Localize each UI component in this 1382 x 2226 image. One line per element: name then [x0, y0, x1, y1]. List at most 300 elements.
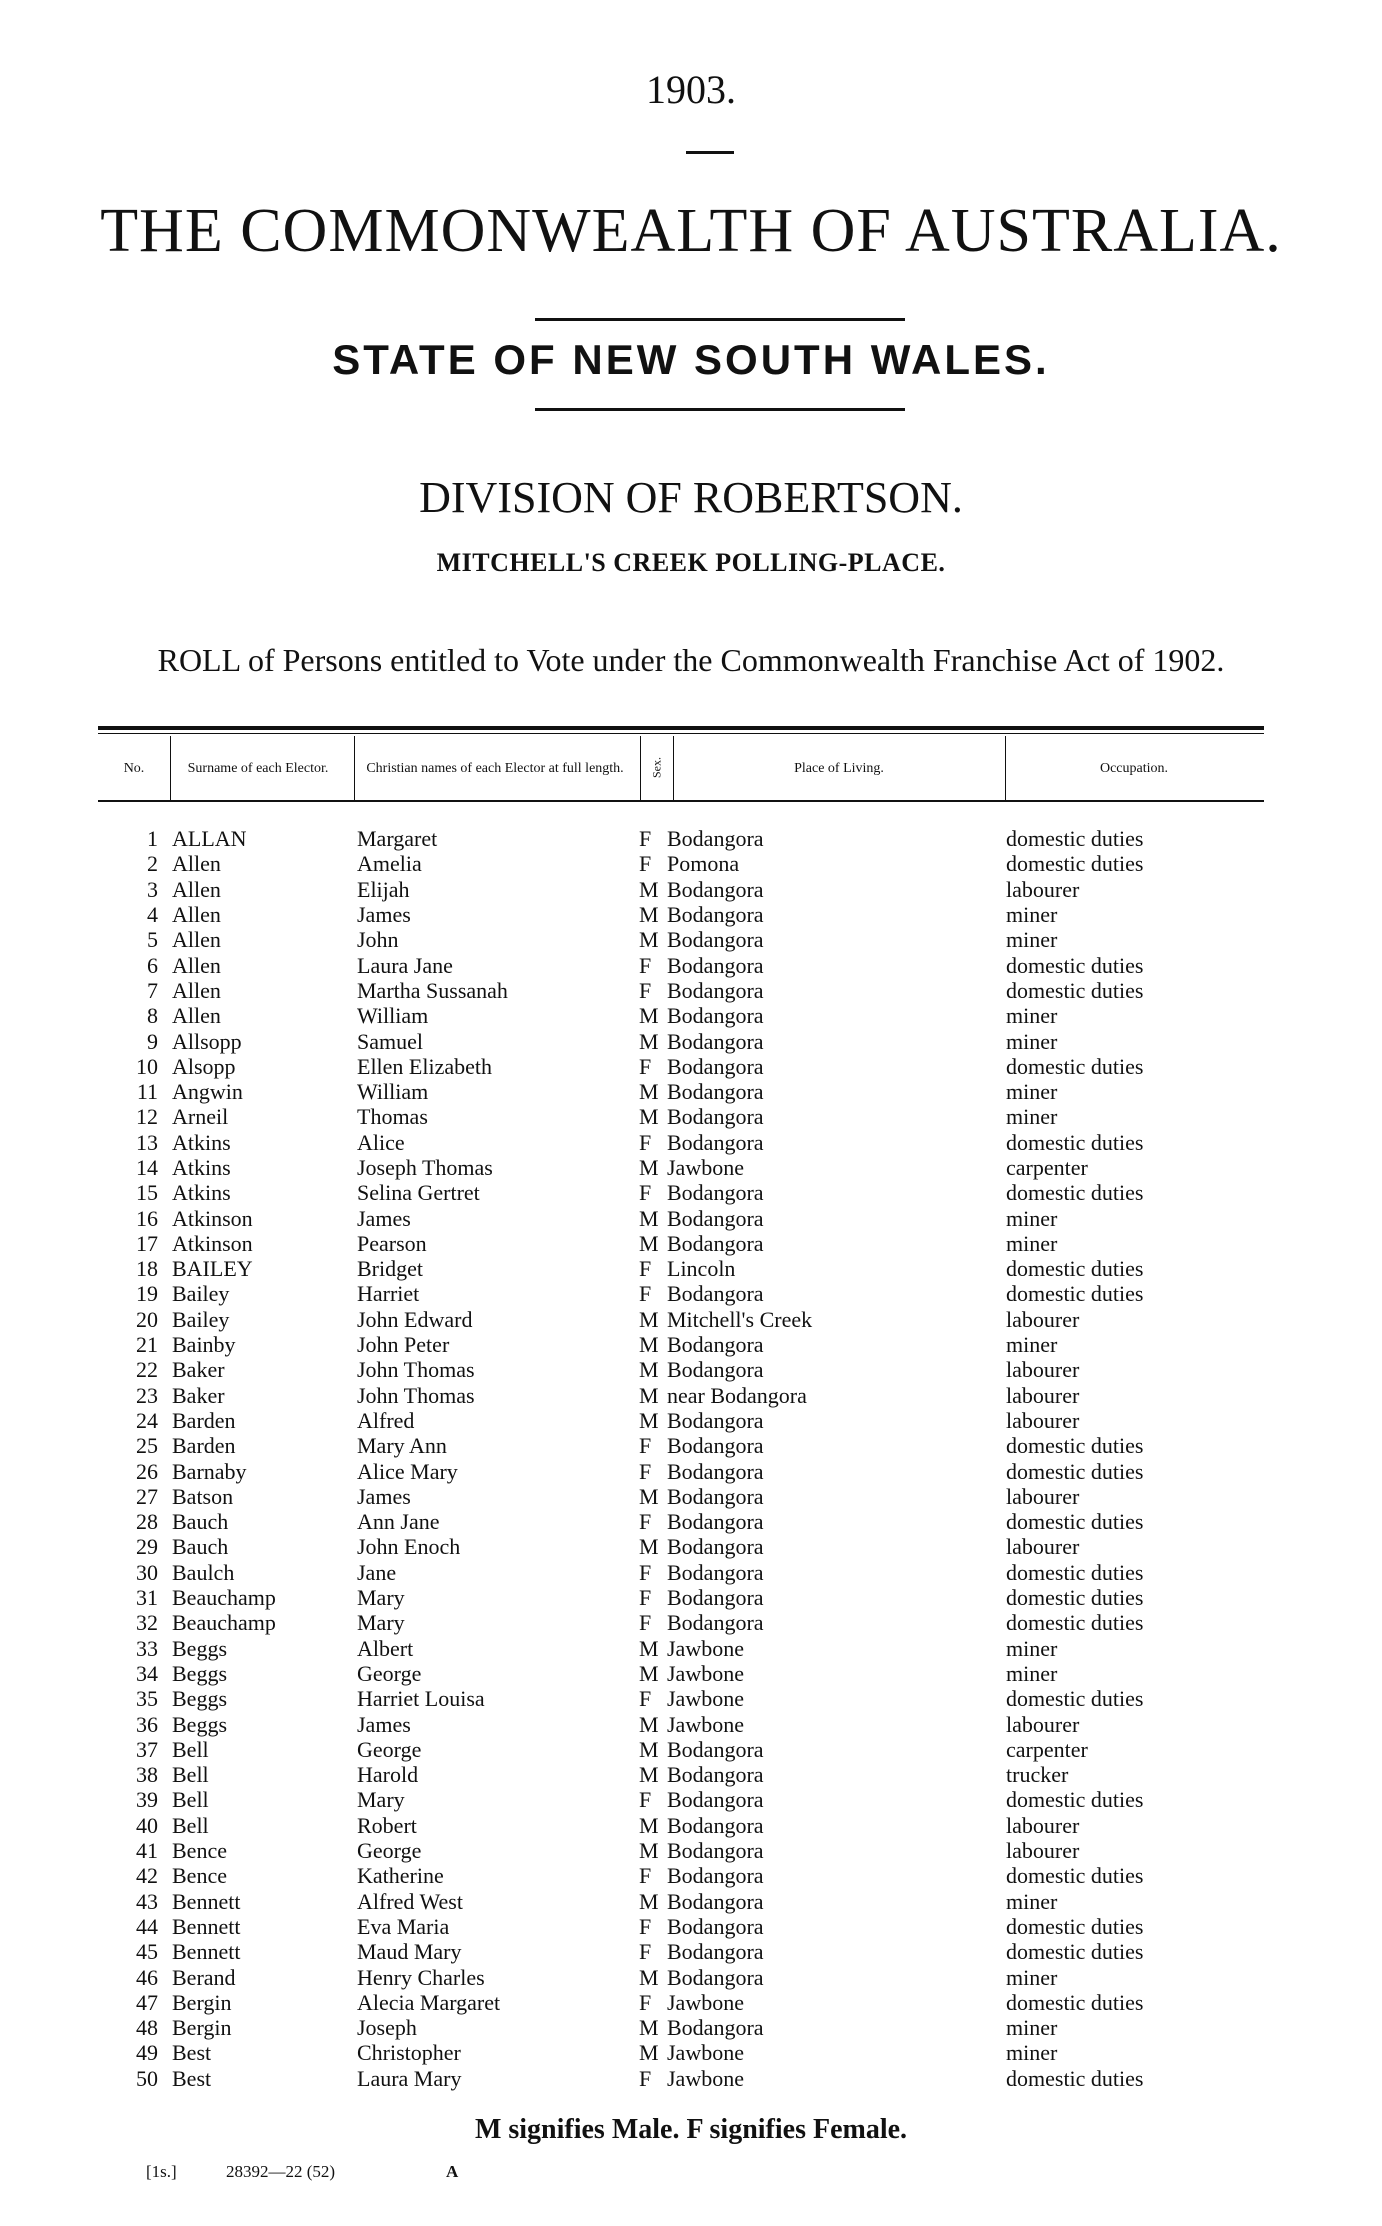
entry-place-of-living: Bodangora	[667, 1534, 764, 1560]
entry-christian-names: Mary	[357, 1585, 405, 1611]
entry-surname: Allen	[172, 876, 221, 902]
entry-number: 20	[136, 1306, 158, 1332]
entry-occupation: miner	[1006, 902, 1058, 928]
sheet-letter: A	[446, 2162, 459, 2181]
table-row	[98, 1838, 1268, 1863]
entry-sex: F	[639, 977, 652, 1003]
table-row	[98, 1585, 1268, 1610]
entry-christian-names: Ellen Elizabeth	[357, 1053, 492, 1079]
entry-number: 49	[136, 2040, 158, 2066]
entry-place-of-living: near Bodangora	[667, 1382, 807, 1408]
entry-occupation: domestic duties	[1006, 1458, 1144, 1484]
entry-place-of-living: Bodangora	[667, 1736, 764, 1762]
entry-number: 43	[136, 1888, 158, 1914]
entry-place-of-living: Bodangora	[667, 1205, 764, 1231]
entry-sex: M	[639, 1888, 659, 1914]
entry-sex: M	[639, 876, 659, 902]
entry-sex: M	[639, 1003, 659, 1029]
entry-number: 29	[136, 1534, 158, 1560]
entry-place-of-living: Bodangora	[667, 927, 764, 953]
entry-number: 10	[136, 1053, 158, 1079]
entry-sex: M	[639, 1332, 659, 1358]
entry-surname: Baker	[172, 1382, 225, 1408]
entry-surname: Beggs	[172, 1660, 227, 1686]
entry-occupation: domestic duties	[1006, 1787, 1144, 1813]
entry-sex: F	[639, 1913, 652, 1939]
entry-occupation: miner	[1006, 1964, 1058, 1990]
table-row	[98, 1661, 1268, 1686]
entry-occupation: labourer	[1006, 1407, 1080, 1433]
entry-surname: Beauchamp	[172, 1585, 276, 1611]
entry-place-of-living: Bodangora	[667, 2015, 764, 2041]
entry-number: 39	[136, 1787, 158, 1813]
entry-number: 34	[136, 1660, 158, 1686]
entry-place-of-living: Bodangora	[667, 1559, 764, 1585]
entry-surname: Barnaby	[172, 1458, 247, 1484]
entry-occupation: domestic duties	[1006, 826, 1144, 852]
entry-place-of-living: Jawbone	[667, 1989, 744, 2015]
entry-place-of-living: Bodangora	[667, 1787, 764, 1813]
entry-occupation: labourer	[1006, 876, 1080, 902]
header-occupation: Occupation.	[1099, 760, 1169, 776]
entry-sex: M	[639, 2040, 659, 2066]
entry-number: 21	[136, 1332, 158, 1358]
entry-number: 25	[136, 1433, 158, 1459]
entry-occupation: domestic duties	[1006, 1129, 1144, 1155]
entry-place-of-living: Bodangora	[667, 1028, 764, 1054]
entry-sex: F	[639, 1559, 652, 1585]
header-christian-names: Christian names of each Elector at full length.	[366, 760, 624, 776]
entry-christian-names: Mary	[357, 1787, 405, 1813]
entry-occupation: carpenter	[1006, 1736, 1088, 1762]
entry-surname: Best	[172, 2040, 212, 2066]
entry-occupation: miner	[1006, 1205, 1058, 1231]
entry-surname: Beggs	[172, 1686, 227, 1712]
entry-christian-names: Amelia	[357, 851, 422, 877]
table-top-thin-rule	[98, 733, 1264, 734]
table-row	[98, 1484, 1268, 1509]
entry-number: 35	[136, 1686, 158, 1712]
entry-number: 44	[136, 1913, 158, 1939]
header-place-of-living: Place of Living.	[794, 760, 884, 776]
printer-code: [1s.]	[146, 2162, 177, 2181]
entry-sex: F	[639, 952, 652, 978]
entry-occupation: domestic duties	[1006, 977, 1144, 1003]
entry-surname: Bell	[172, 1762, 209, 1788]
entry-christian-names: Alfred West	[357, 1888, 463, 1914]
entry-occupation: miner	[1006, 1332, 1058, 1358]
entry-place-of-living: Bodangora	[667, 1762, 764, 1788]
entry-number: 7	[147, 977, 158, 1003]
entry-occupation: labourer	[1006, 1812, 1080, 1838]
entry-christian-names: Margaret	[357, 826, 438, 852]
entry-place-of-living: Bodangora	[667, 1458, 764, 1484]
entry-surname: Allsopp	[172, 1028, 242, 1054]
entry-christian-names: William	[357, 1003, 429, 1029]
entry-number: 24	[136, 1407, 158, 1433]
entry-number: 23	[136, 1382, 158, 1408]
entry-number: 9	[147, 1028, 158, 1054]
entry-occupation: domestic duties	[1006, 2065, 1144, 2091]
entry-sex: M	[639, 1230, 659, 1256]
entry-christian-names: Mary	[357, 1610, 405, 1636]
entry-christian-names: Eva Maria	[357, 1913, 450, 1939]
entry-sex: F	[639, 851, 652, 877]
entry-place-of-living: Bodangora	[667, 1230, 764, 1256]
entry-number: 42	[136, 1863, 158, 1889]
entry-sex: M	[639, 1711, 659, 1737]
entry-occupation: labourer	[1006, 1534, 1080, 1560]
entry-occupation: domestic duties	[1006, 1989, 1144, 2015]
entry-surname: Beggs	[172, 1635, 227, 1661]
document-year: 1903.	[646, 67, 736, 112]
entry-place-of-living: Bodangora	[667, 1483, 764, 1509]
entry-surname: Baker	[172, 1357, 225, 1383]
table-row	[98, 1054, 1268, 1079]
entry-sex: M	[639, 1306, 659, 1332]
entry-place-of-living: Bodangora	[667, 1509, 764, 1535]
header-surname: Surname of each Elector.	[187, 760, 329, 776]
entry-place-of-living: Bodangora	[667, 1053, 764, 1079]
entry-occupation: trucker	[1006, 1762, 1069, 1788]
entry-place-of-living: Bodangora	[667, 1281, 764, 1307]
entry-surname: Alsopp	[172, 1053, 236, 1079]
entry-surname: Bergin	[172, 2015, 232, 2041]
table-row	[98, 1383, 1268, 1408]
entry-christian-names: Ann Jane	[357, 1509, 440, 1535]
entry-sex: M	[639, 1483, 659, 1509]
entry-place-of-living: Jawbone	[667, 1635, 744, 1661]
table-row	[98, 1939, 1268, 1964]
entry-surname: Barden	[172, 1407, 236, 1433]
entry-surname: Allen	[172, 902, 221, 928]
entry-number: 33	[136, 1635, 158, 1661]
entry-surname: Allen	[172, 952, 221, 978]
entry-christian-names: Joseph	[357, 2015, 417, 2041]
entry-occupation: domestic duties	[1006, 1509, 1144, 1535]
entry-surname: Bence	[172, 1863, 227, 1889]
entry-occupation: miner	[1006, 1635, 1058, 1661]
entry-number: 6	[147, 952, 158, 978]
entry-occupation: labourer	[1006, 1838, 1080, 1864]
entry-number: 38	[136, 1762, 158, 1788]
entry-occupation: labourer	[1006, 1711, 1080, 1737]
entry-surname: Atkins	[172, 1180, 231, 1206]
entry-number: 13	[136, 1129, 158, 1155]
table-row	[98, 1130, 1268, 1155]
entry-place-of-living: Bodangora	[667, 1863, 764, 1889]
table-row	[98, 2015, 1268, 2040]
entry-occupation: domestic duties	[1006, 1180, 1144, 1206]
entry-sex: M	[639, 2015, 659, 2041]
entry-number: 50	[136, 2065, 158, 2091]
table-row	[98, 1813, 1268, 1838]
entry-surname: Bainby	[172, 1332, 236, 1358]
entry-number: 5	[147, 927, 158, 953]
table-row	[98, 1711, 1268, 1736]
entry-christian-names: Christopher	[357, 2040, 461, 2066]
entry-occupation: miner	[1006, 1230, 1058, 1256]
entry-occupation: miner	[1006, 1104, 1058, 1130]
entry-sex: M	[639, 1762, 659, 1788]
polling-place-heading: MITCHELL'S CREEK POLLING-PLACE.	[436, 548, 946, 577]
entry-number: 18	[136, 1256, 158, 1282]
division-heading: DIVISION OF ROBERTSON.	[419, 473, 963, 522]
entry-sex: M	[639, 927, 659, 953]
entry-christian-names: John Edward	[357, 1306, 473, 1332]
entry-number: 32	[136, 1610, 158, 1636]
entry-occupation: domestic duties	[1006, 1256, 1144, 1282]
table-row	[98, 1762, 1268, 1787]
entry-christian-names: John Peter	[357, 1332, 450, 1358]
electoral-roll-table	[98, 826, 1268, 2091]
entry-sex: F	[639, 1281, 652, 1307]
entry-occupation: labourer	[1006, 1357, 1080, 1383]
entry-sex: M	[639, 1736, 659, 1762]
entry-sex: M	[639, 1660, 659, 1686]
entry-number: 4	[147, 902, 158, 928]
entry-sex: F	[639, 1180, 652, 1206]
divider-rule	[686, 151, 734, 154]
entry-number: 40	[136, 1812, 158, 1838]
entry-place-of-living: Jawbone	[667, 1711, 744, 1737]
entry-number: 27	[136, 1483, 158, 1509]
entry-place-of-living: Bodangora	[667, 876, 764, 902]
table-row	[98, 1787, 1268, 1812]
entry-surname: ALLAN	[172, 826, 247, 852]
entry-number: 17	[136, 1230, 158, 1256]
entry-christian-names: Robert	[357, 1812, 417, 1838]
entry-christian-names: James	[357, 1483, 411, 1509]
divider-rule	[535, 318, 905, 321]
entry-place-of-living: Bodangora	[667, 1610, 764, 1636]
entry-occupation: domestic duties	[1006, 1281, 1144, 1307]
entry-number: 41	[136, 1838, 158, 1864]
table-row	[98, 1028, 1268, 1053]
entry-sex: M	[639, 1205, 659, 1231]
entry-place-of-living: Jawbone	[667, 1660, 744, 1686]
entry-occupation: miner	[1006, 1079, 1058, 1105]
entry-surname: Bell	[172, 1812, 209, 1838]
entry-number: 37	[136, 1736, 158, 1762]
entry-sex: M	[639, 1534, 659, 1560]
entry-occupation: domestic duties	[1006, 1585, 1144, 1611]
entry-occupation: domestic duties	[1006, 1053, 1144, 1079]
entry-christian-names: Maud Mary	[357, 1939, 462, 1965]
entry-surname: Bailey	[172, 1281, 230, 1307]
entry-sex: F	[639, 1129, 652, 1155]
table-row	[98, 952, 1268, 977]
entry-number: 46	[136, 1964, 158, 1990]
entry-christian-names: Harriet Louisa	[357, 1686, 485, 1712]
entry-occupation: labourer	[1006, 1483, 1080, 1509]
entry-surname: Allen	[172, 977, 221, 1003]
divider-rule	[535, 408, 905, 411]
header-no: No.	[123, 760, 145, 776]
entry-number: 16	[136, 1205, 158, 1231]
entry-place-of-living: Jawbone	[667, 1686, 744, 1712]
entry-christian-names: Laura Mary	[357, 2065, 462, 2091]
entry-sex: F	[639, 1458, 652, 1484]
entry-sex: M	[639, 1382, 659, 1408]
entry-place-of-living: Bodangora	[667, 1079, 764, 1105]
table-row	[98, 1534, 1268, 1559]
state-heading: STATE OF NEW SOUTH WALES.	[332, 336, 1050, 383]
table-row	[98, 1610, 1268, 1635]
entry-occupation: domestic duties	[1006, 952, 1144, 978]
entry-place-of-living: Bodangora	[667, 1180, 764, 1206]
entry-occupation: miner	[1006, 1028, 1058, 1054]
entry-number: 12	[136, 1104, 158, 1130]
entry-sex: F	[639, 2065, 652, 2091]
table-row	[98, 1357, 1268, 1382]
table-row	[98, 1104, 1268, 1129]
entry-surname: Bergin	[172, 1989, 232, 2015]
entry-sex: M	[639, 1635, 659, 1661]
table-row	[98, 1433, 1268, 1458]
entry-christian-names: Alfred	[357, 1407, 415, 1433]
table-row	[98, 1863, 1268, 1888]
table-row	[98, 1914, 1268, 1939]
entry-sex: F	[639, 1863, 652, 1889]
entry-surname: Allen	[172, 851, 221, 877]
entry-sex: F	[639, 1509, 652, 1535]
entry-place-of-living: Bodangora	[667, 1888, 764, 1914]
entry-christian-names: John Thomas	[357, 1357, 475, 1383]
entry-number: 30	[136, 1559, 158, 1585]
entry-surname: Allen	[172, 927, 221, 953]
entry-number: 2	[147, 851, 158, 877]
entry-occupation: domestic duties	[1006, 1939, 1144, 1965]
entry-number: 31	[136, 1585, 158, 1611]
entry-place-of-living: Bodangora	[667, 952, 764, 978]
entry-christian-names: John Enoch	[357, 1534, 461, 1560]
table-row	[98, 851, 1268, 876]
document-title: THE COMMONWEALTH OF AUSTRALIA.	[100, 197, 1282, 265]
entry-christian-names: James	[357, 902, 411, 928]
entry-sex: M	[639, 1838, 659, 1864]
table-row	[98, 1888, 1268, 1913]
entry-christian-names: Joseph Thomas	[357, 1155, 493, 1180]
entry-surname: Atkinson	[172, 1230, 253, 1256]
entry-christian-names: Selina Gertret	[357, 1180, 480, 1206]
entry-number: 1	[147, 826, 158, 852]
table-row	[98, 1231, 1268, 1256]
table-row	[98, 2066, 1268, 2091]
entry-sex: F	[639, 1939, 652, 1965]
entry-number: 8	[147, 1003, 158, 1029]
entry-surname: Bennett	[172, 1913, 241, 1939]
entry-sex: M	[639, 1155, 659, 1180]
entry-surname: Berand	[172, 1964, 236, 1990]
entry-sex: F	[639, 1686, 652, 1712]
entry-place-of-living: Pomona	[667, 851, 740, 877]
table-row	[98, 1180, 1268, 1205]
entry-christian-names: Harriet	[357, 1281, 420, 1307]
table-row	[98, 1509, 1268, 1534]
entry-place-of-living: Bodangora	[667, 1838, 764, 1864]
entry-surname: Allen	[172, 1003, 221, 1029]
entry-christian-names: John Thomas	[357, 1382, 475, 1408]
entry-occupation: miner	[1006, 927, 1058, 953]
entry-surname: Atkins	[172, 1129, 231, 1155]
entry-number: 11	[136, 1079, 158, 1105]
table-row	[98, 1964, 1268, 1989]
entry-place-of-living: Lincoln	[667, 1256, 736, 1282]
entry-surname: Bennett	[172, 1939, 241, 1965]
entry-place-of-living: Bodangora	[667, 1003, 764, 1029]
entry-surname: Beggs	[172, 1711, 227, 1737]
table-row	[98, 1408, 1268, 1433]
table-header	[98, 738, 1262, 798]
table-row	[98, 978, 1268, 1003]
entry-place-of-living: Jawbone	[667, 2040, 744, 2066]
entry-number: 26	[136, 1458, 158, 1484]
entry-christian-names: George	[357, 1736, 422, 1762]
entry-christian-names: Mary Ann	[357, 1433, 447, 1459]
table-header-bottom-rule	[98, 800, 1264, 802]
table-row	[98, 1636, 1268, 1661]
entry-place-of-living: Jawbone	[667, 2065, 744, 2091]
table-row	[98, 1560, 1268, 1585]
entry-sex: F	[639, 1610, 652, 1636]
entry-christian-names: Samuel	[357, 1028, 423, 1054]
entry-surname: Batson	[172, 1483, 234, 1509]
entry-sex: M	[639, 1407, 659, 1433]
entry-surname: Arneil	[172, 1104, 229, 1130]
entry-place-of-living: Bodangora	[667, 1407, 764, 1433]
entry-surname: Bell	[172, 1787, 209, 1813]
entry-place-of-living: Jawbone	[667, 1155, 744, 1180]
entry-number: 47	[136, 1989, 158, 2015]
entry-place-of-living: Bodangora	[667, 1129, 764, 1155]
entry-sex: M	[639, 1964, 659, 1990]
entry-sex: M	[639, 902, 659, 928]
table-top-rule	[98, 726, 1264, 730]
entry-christian-names: John	[357, 927, 399, 953]
entry-place-of-living: Bodangora	[667, 1357, 764, 1383]
entry-christian-names: Albert	[357, 1635, 414, 1661]
entry-occupation: labourer	[1006, 1306, 1080, 1332]
table-row	[98, 1155, 1268, 1180]
entry-christian-names: Alecia Margaret	[357, 1989, 501, 2015]
entry-sex: M	[639, 1357, 659, 1383]
entry-number: 28	[136, 1509, 158, 1535]
entry-place-of-living: Bodangora	[667, 1104, 764, 1130]
entry-place-of-living: Bodangora	[667, 1812, 764, 1838]
entry-surname: Atkins	[172, 1155, 231, 1180]
entry-sex: M	[639, 1079, 659, 1105]
entry-number: 19	[136, 1281, 158, 1307]
entry-surname: Best	[172, 2065, 212, 2091]
entry-place-of-living: Bodangora	[667, 977, 764, 1003]
entry-christian-names: Jane	[357, 1559, 397, 1585]
entry-christian-names: Thomas	[357, 1104, 428, 1130]
entry-place-of-living: Bodangora	[667, 1585, 764, 1611]
entry-place-of-living: Bodangora	[667, 1332, 764, 1358]
entry-surname: Atkinson	[172, 1205, 253, 1231]
entry-sex: M	[639, 1028, 659, 1054]
entry-surname: Bailey	[172, 1306, 230, 1332]
print-number: 28392—22 (52)	[226, 2162, 336, 2181]
entry-surname: Barden	[172, 1433, 236, 1459]
sex-legend: M signifies Male. F signifies Female.	[474, 2114, 908, 2145]
table-row	[98, 1686, 1268, 1711]
table-row	[98, 1205, 1268, 1230]
entry-occupation: domestic duties	[1006, 1863, 1144, 1889]
entry-christian-names: Bridget	[357, 1256, 423, 1282]
entry-surname: Bennett	[172, 1888, 241, 1914]
